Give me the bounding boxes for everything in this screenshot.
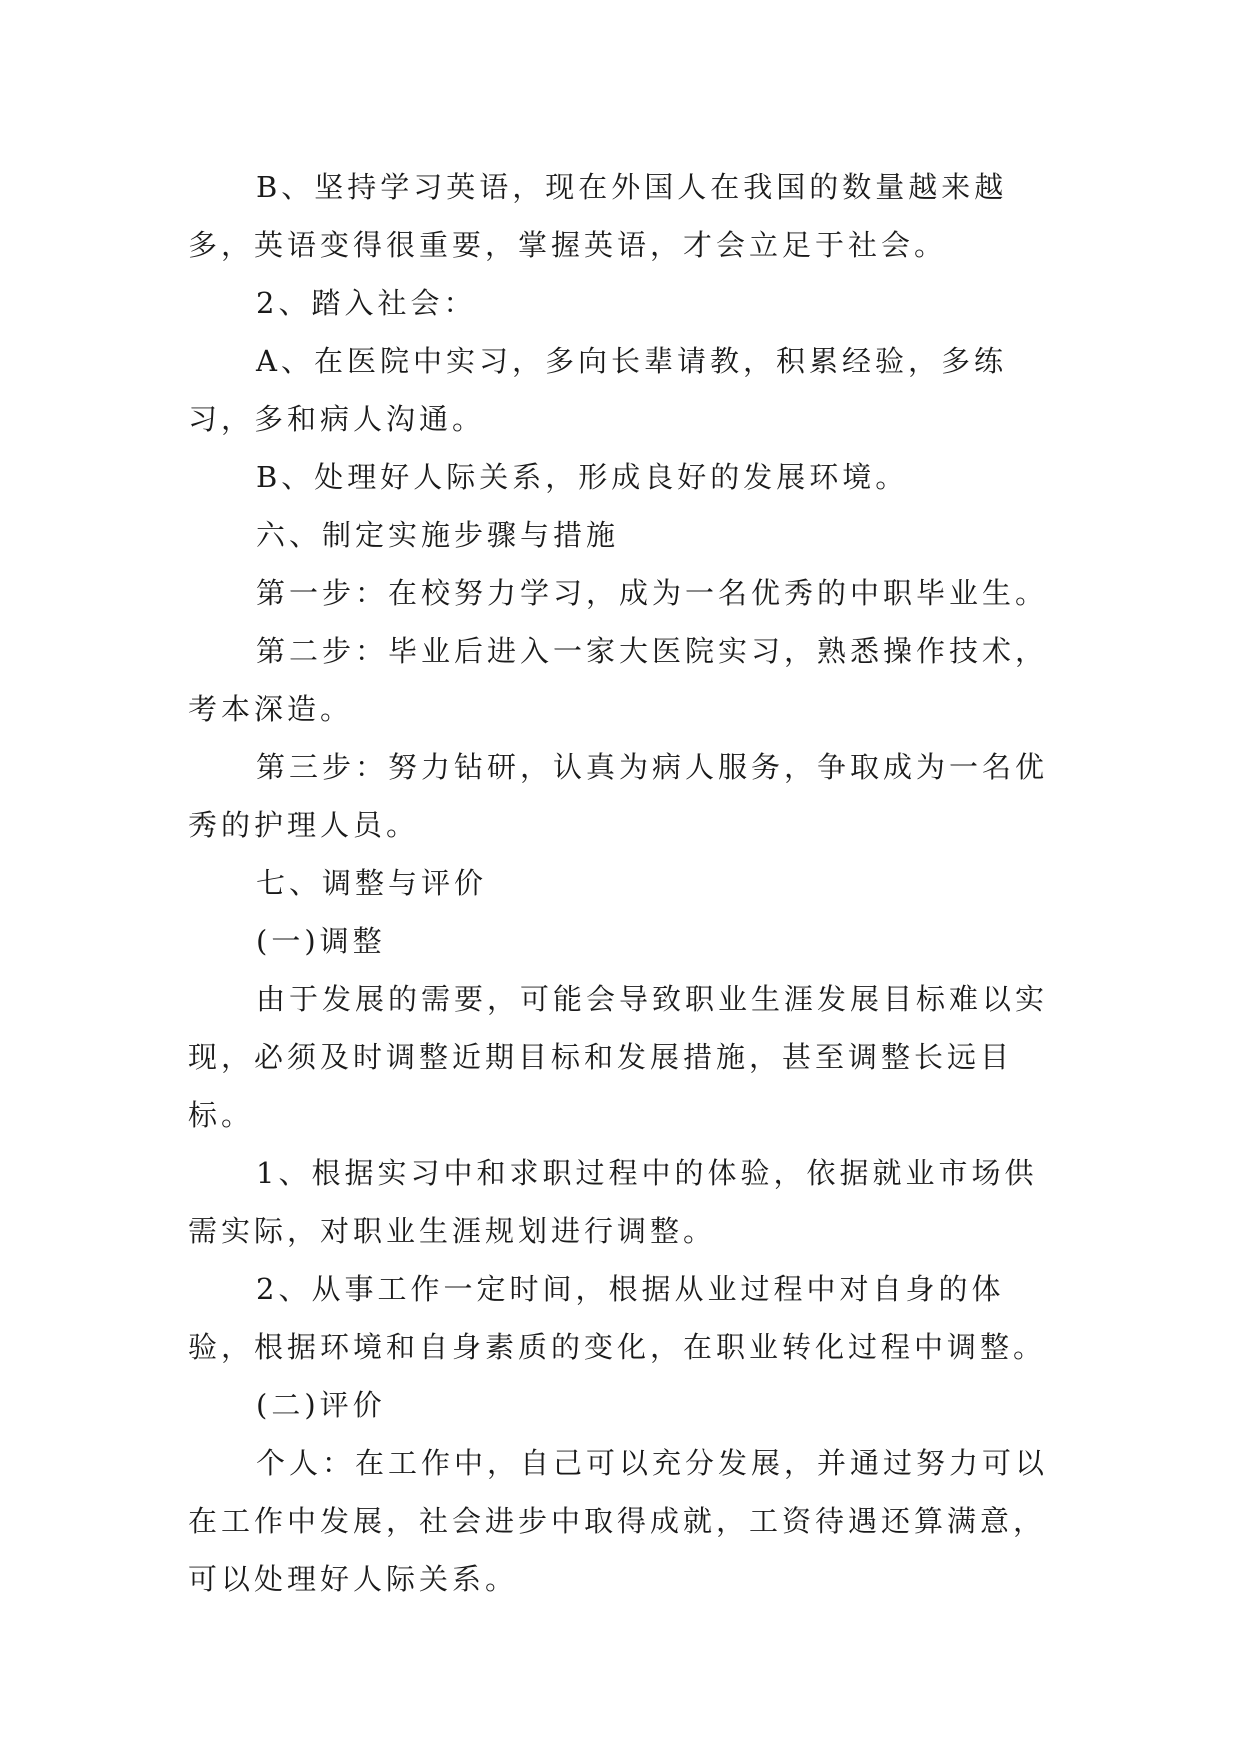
paragraph-relationships: B、处理好人际关系，形成良好的发展环境。 [256,460,909,494]
paragraph-enter-society: 2、踏入社会： [256,286,477,320]
paragraph-step-two: 第二步：毕业后进入一家大医院实习，熟悉操作技术，考本深造。 [188,634,1049,726]
paragraph-step-three: 第三步：努力钻研，认真为病人服务，争取成为一名优秀的护理人员。 [188,750,1049,842]
paragraph-hospital-internship: A、在医院中实习，多向长辈请教，积累经验，多练习，多和病人沟通。 [188,344,1007,436]
paragraph-adjust-item-2: 2、从事工作一定时间，根据从业过程中对自身的体验，根据环境和自身素质的变化，在职业转化过程中调整。 [188,1272,1047,1364]
subheading-adjust: (一)调整 [256,924,386,958]
document-body [188,158,1068,1608]
paragraph-adjust-intro: 由于发展的需要，可能会导致职业生涯发展目标难以实现，必须及时调整近期目标和发展措施，甚至调整长远目标。 [188,982,1049,1132]
paragraph-adjust-item-1: 1、根据实习中和求职过程中的体验，依据就业市场供需实际，对职业生涯规划进行调整。 [188,1156,1038,1248]
subheading-evaluate: (二)评价 [256,1388,386,1422]
section-heading-steps: 六、制定实施步骤与措施 [256,518,620,552]
section-heading-adjust-evaluate: 七、调整与评价 [256,866,488,900]
paragraph-evaluate-personal: 个人：在工作中，自己可以充分发展，并通过努力可以在工作中发展，社会进步中取得成就，工资待遇还算满意，可以处理好人际关系。 [188,1446,1049,1596]
paragraph-step-one: 第一步：在校努力学习，成为一名优秀的中职毕业生。 [256,576,1049,610]
paragraph-english-study: B、坚持学习英语，现在外国人在我国的数量越来越多，英语变得很重要，掌握英语，才会立足于社会。 [188,170,1008,262]
